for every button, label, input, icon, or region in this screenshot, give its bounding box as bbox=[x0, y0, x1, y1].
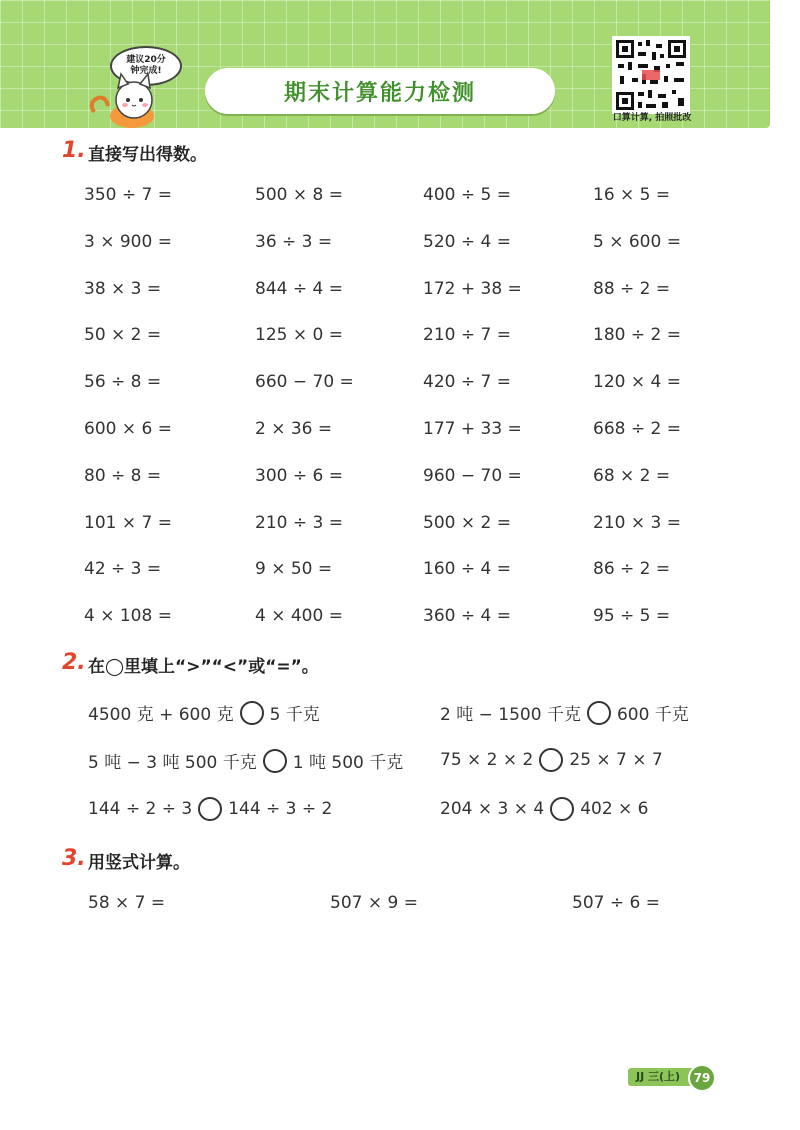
equation-item: 95 ÷ 5 = bbox=[593, 606, 671, 626]
answer-circle[interactable] bbox=[198, 797, 222, 821]
equation-item: 180 ÷ 2 = bbox=[593, 325, 681, 345]
section-1-title: 直接写出得数。 bbox=[88, 145, 207, 165]
section-2-number: 2. bbox=[62, 650, 86, 675]
section-2-title: 在◯里填上“>”“<”或“=”。 bbox=[88, 657, 319, 677]
equation-item: 3 × 900 = bbox=[84, 232, 172, 252]
comparison-left: 204 × 3 × 4 bbox=[440, 799, 545, 819]
comparison-right: 25 × 7 × 7 bbox=[569, 750, 663, 770]
comparison-right: 5 千克 bbox=[269, 705, 320, 725]
bubble-text: 建议20分钟完成! bbox=[126, 55, 166, 76]
equation-item: 960 − 70 = bbox=[423, 466, 522, 486]
comparison-item bbox=[440, 797, 649, 821]
equation-item: 2 × 36 = bbox=[255, 419, 333, 439]
equation-item: 500 × 2 = bbox=[423, 513, 511, 533]
comparison-right: 1 吨 500 千克 bbox=[292, 753, 404, 773]
page-number: 79 bbox=[688, 1064, 716, 1092]
vertical-calc-item: 507 ÷ 6 = bbox=[572, 893, 660, 913]
equation-item: 520 ÷ 4 = bbox=[423, 232, 511, 252]
equation-item: 600 × 6 = bbox=[84, 419, 172, 439]
page-header bbox=[0, 0, 770, 128]
equation-item: 210 × 3 = bbox=[593, 513, 681, 533]
comparison-right: 144 ÷ 3 ÷ 2 bbox=[228, 799, 333, 819]
equation-item: 125 × 0 = bbox=[255, 325, 343, 345]
comparison-left: 4500 克 + 600 克 bbox=[88, 705, 234, 725]
comparison-item bbox=[440, 700, 689, 725]
equation-item: 420 ÷ 7 = bbox=[423, 372, 511, 392]
answer-circle[interactable] bbox=[550, 797, 574, 821]
equation-item: 50 × 2 = bbox=[84, 325, 162, 345]
equation-item: 88 ÷ 2 = bbox=[593, 279, 671, 299]
equation-item: 172 + 38 = bbox=[423, 279, 522, 299]
equation-item: 42 ÷ 3 = bbox=[84, 559, 162, 579]
equation-item: 86 ÷ 2 = bbox=[593, 559, 671, 579]
equation-item: 668 ÷ 2 = bbox=[593, 419, 681, 439]
equation-item: 9 × 50 = bbox=[255, 559, 333, 579]
section-1-number: 1. bbox=[62, 138, 86, 163]
equation-item: 68 × 2 = bbox=[593, 466, 671, 486]
answer-circle[interactable] bbox=[587, 701, 611, 725]
equation-item: 360 ÷ 4 = bbox=[423, 606, 511, 626]
vertical-calc-item: 58 × 7 = bbox=[88, 893, 166, 913]
answer-circle[interactable] bbox=[263, 749, 287, 773]
equation-item: 5 × 600 = bbox=[593, 232, 681, 252]
comparison-item bbox=[88, 748, 403, 773]
equation-item: 4 × 108 = bbox=[84, 606, 172, 626]
comparison-left: 144 ÷ 2 ÷ 3 bbox=[88, 799, 193, 819]
qr-code-icon[interactable] bbox=[612, 36, 690, 114]
equation-item: 56 ÷ 8 = bbox=[84, 372, 162, 392]
section-3-number: 3. bbox=[62, 846, 86, 871]
qr-caption: 口算计算, 拍照批改 bbox=[612, 113, 692, 123]
comparison-item bbox=[88, 797, 332, 821]
equation-item: 177 + 33 = bbox=[423, 419, 522, 439]
equation-item: 844 ÷ 4 = bbox=[255, 279, 343, 299]
comparison-left: 2 吨 − 1500 千克 bbox=[440, 705, 581, 725]
equation-item: 160 ÷ 4 = bbox=[423, 559, 511, 579]
equation-item: 38 × 3 = bbox=[84, 279, 162, 299]
equation-item: 80 ÷ 8 = bbox=[84, 466, 162, 486]
equation-item: 660 − 70 = bbox=[255, 372, 354, 392]
cat-mascot-icon bbox=[88, 72, 168, 128]
comparison-item bbox=[440, 748, 663, 772]
equation-item: 210 ÷ 3 = bbox=[255, 513, 343, 533]
equation-item: 36 ÷ 3 = bbox=[255, 232, 333, 252]
page-title: 期末计算能力检测 bbox=[283, 80, 476, 106]
edition-label: JJ 三(上) bbox=[628, 1068, 708, 1086]
comparison-item bbox=[88, 700, 320, 725]
page-edge bbox=[770, 0, 800, 1130]
answer-circle[interactable] bbox=[539, 748, 563, 772]
section-3-title: 用竖式计算。 bbox=[88, 853, 190, 873]
comparison-right: 600 千克 bbox=[616, 705, 689, 725]
comparison-left: 5 吨 − 3 吨 500 千克 bbox=[88, 753, 257, 773]
equation-item: 500 × 8 = bbox=[255, 185, 343, 205]
equation-item: 16 × 5 = bbox=[593, 185, 671, 205]
answer-circle[interactable] bbox=[240, 701, 264, 725]
equation-item: 4 × 400 = bbox=[255, 606, 343, 626]
equation-item: 101 × 7 = bbox=[84, 513, 172, 533]
vertical-calc-item: 507 × 9 = bbox=[330, 893, 418, 913]
equation-item: 300 ÷ 6 = bbox=[255, 466, 343, 486]
equation-item: 120 × 4 = bbox=[593, 372, 681, 392]
title-banner bbox=[205, 68, 555, 114]
equation-item: 210 ÷ 7 = bbox=[423, 325, 511, 345]
equation-item: 400 ÷ 5 = bbox=[423, 185, 511, 205]
comparison-left: 75 × 2 × 2 bbox=[440, 750, 534, 770]
comparison-right: 402 × 6 bbox=[580, 799, 649, 819]
equation-item: 350 ÷ 7 = bbox=[84, 185, 172, 205]
